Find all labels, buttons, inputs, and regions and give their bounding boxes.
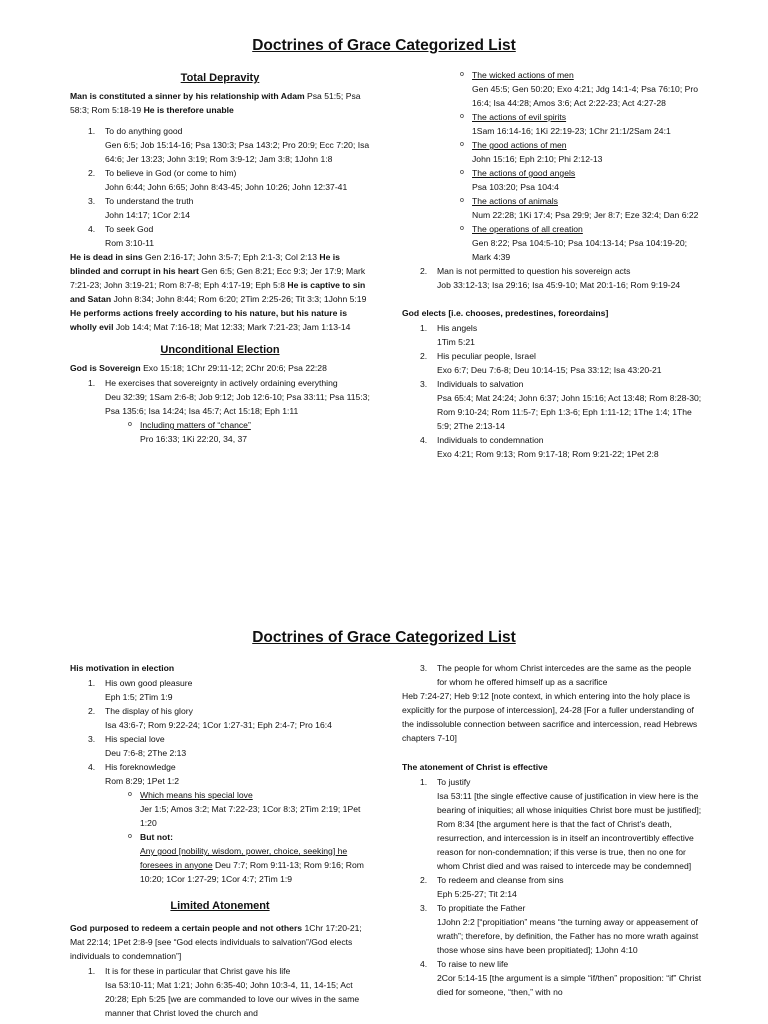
sub-bullet-item [402, 138, 702, 166]
scripture-refs: Deu 7:7; Rom 9:11-13; Rom 9:16; Rom 10:20; 1Cor 1:27-29; 1Cor 4:7; 2Tim 1:9 [140, 860, 364, 884]
bullet-icon: o [460, 169, 464, 176]
list-number: 2. [88, 706, 96, 716]
god-is-sovereign-paragraph [70, 361, 370, 375]
list-item-text: To do anything good [105, 126, 183, 136]
scripture-refs: Psa 65:4; Mat 24:24; John 6:37; John 15:16; Act 13:48; Rom 8:28-30; Rom 9:10-24; Rom 11:5-7; Eph 1:3-6; Eph 1:11-12; 1The 1:4; 1The 5:9; 2The 2:13-14 [437, 393, 702, 431]
bold-text: He is therefore unable [143, 105, 234, 115]
bullet-icon: o [128, 791, 132, 798]
list-number: 1. [88, 678, 96, 688]
spacer [402, 746, 702, 760]
god-elects-list [402, 321, 702, 461]
spacer [402, 292, 702, 306]
section-heading-limited-atonement: Limited Atonement [170, 900, 270, 912]
scripture-refs: Jer 1:5; Amos 3:2; Mat 7:22-23; 1Cor 8:3; 2Tim 2:19; 1Pet 1:20 [140, 804, 361, 828]
list-item [402, 349, 702, 377]
list-number: 3. [88, 734, 96, 744]
list-item-text: Individuals to condemnation [437, 435, 544, 445]
list-item-text: To raise to new life [437, 959, 509, 969]
right-column [402, 68, 702, 461]
list-item [70, 124, 370, 166]
list-item-text: To seek God [105, 224, 154, 234]
list-item-text: His peculiar people, Israel [437, 351, 536, 361]
list-item-text: His angels [437, 323, 478, 333]
scripture-refs: Rom 3:10-11 [105, 238, 155, 248]
list-item [70, 376, 370, 418]
scripture-refs: Exo 15:18; 1Chr 29:11-12; 2Chr 20:6; Psa 22:28 [140, 363, 327, 373]
list-number: 1. [88, 378, 96, 388]
sub-bullet-item [70, 418, 370, 446]
section-heading-total-depravity: Total Depravity [180, 72, 260, 84]
list-number: 4. [420, 435, 428, 445]
scripture-refs: John 14:17; 1Cor 2:14 [105, 210, 191, 220]
list-item-text: His own good pleasure [105, 678, 193, 688]
scripture-refs: Pro 16:33; 1Ki 22:20, 34, 37 [140, 434, 248, 444]
document-page-2 [0, 590, 768, 1024]
scripture-refs: Gen 6:5; Job 15:14-16; Psa 130:3; Psa 143:2; Pro 20:9; Ecc 7:20; Isa 64:6; Jer 13:23; John 3:19; Rom 3:9-12; Jam 3:8; 1John 1:8 [105, 140, 370, 164]
list-item-text: Man is not permitted to question his sovereign acts [437, 266, 631, 276]
scripture-refs: Gen 45:5; Gen 50:20; Exo 4:21; Jdg 14:1-4; Psa 76:10; Pro 16:4; Isa 44:28; Amos 3:6; Act 2:22-23; Act 4:27-28 [472, 84, 698, 108]
bold-text: Man is constituted a sinner by his relationship with Adam [70, 91, 305, 101]
list-number: 3. [420, 663, 428, 673]
bullet-icon: o [460, 225, 464, 232]
scripture-refs: Job 33:12-13; Isa 29:16; Isa 45:9-10; Mat 20:1-16; Rom 9:19-24 [437, 280, 681, 290]
motivation-heading [70, 661, 370, 675]
list-item [70, 732, 370, 760]
atonement-effective-heading [402, 760, 702, 774]
list-number: 2. [420, 266, 428, 276]
scripture-refs: Heb 7:24-27; Heb 9:12 [note context, in which entering into the holy place is explicitly for the purpose of intercession], 24-28 [For a fuller understanding of the indissoluble connection between sacrifice and intercession, read Hebrews chapters 7-10] [402, 691, 698, 743]
scripture-refs: Deu 32:39; 1Sam 2:6-8; Job 9:12; Job 12:6-10; Psa 33:11; Psa 115:3; Psa 135:6; Isa 14:24; Isa 45:7; Act 15:18; Eph 1:11 [105, 392, 370, 416]
sub-bullet-item [402, 166, 702, 194]
list-item-text: Individuals to salvation [437, 379, 524, 389]
scripture-refs: Psa 103:20; Psa 104:4 [472, 182, 559, 192]
sub-bullet-label: The wicked actions of men [472, 70, 574, 80]
scripture-refs: 1Tim 5:21 [437, 337, 475, 347]
list-number: 1. [88, 126, 96, 136]
scripture-refs: Eph 5:25-27; Tit 2:14 [437, 889, 517, 899]
effective-list [402, 775, 702, 999]
sub-bullet-label: The actions of evil spirits [472, 112, 567, 122]
god-elects-heading [402, 306, 702, 320]
purposed-to-redeem-paragraph [70, 921, 370, 963]
list-item-text: The people for whom Christ intercedes are the same as the people for whom he offered himself up as a sacrifice [437, 663, 692, 687]
list-item-text: To justify [437, 777, 471, 787]
list-item [402, 901, 702, 957]
list-item [402, 661, 702, 689]
underlined-text: Any good [nobility, wisdom, power, choice, seeking] he foresees in anyone [140, 846, 348, 870]
bold-text: His motivation in election [70, 663, 175, 673]
sub-bullet-item [70, 788, 370, 830]
list-number: 3. [420, 379, 428, 389]
page-title: Doctrines of Grace Categorized List [252, 37, 516, 54]
motivation-list [70, 676, 370, 788]
list-number: 3. [88, 196, 96, 206]
scripture-refs: Isa 43:6-7; Rom 9:22-24; 1Cor 1:27-31; Eph 2:4-7; Pro 16:4 [105, 720, 332, 730]
sub-bullet-label: But not: [140, 832, 173, 842]
bold-text: He performs actions freely according to his nature, but his nature is wholly evil [70, 308, 347, 332]
section-heading-unconditional-election: Unconditional Election [160, 344, 280, 356]
right-column [402, 661, 702, 999]
sub-bullet-label: The actions of good angels [472, 168, 576, 178]
list-item [402, 873, 702, 901]
scripture-refs: John 15:16; Eph 2:10; Phi 2:12-13 [472, 154, 603, 164]
spacer [70, 335, 370, 340]
sub-bullet-item [402, 222, 702, 264]
list-item [402, 264, 702, 292]
scripture-refs: 1John 2:2 [“propitiation” means “the turning away or appeasement of wrath”; therefore, by definition, the Father has no more wrath against those whose sins have been propitiated]; 1John 4:10 [437, 917, 699, 955]
list-item-text: To believe in God (or come to him) [105, 168, 237, 178]
scripture-refs: Eph 1:5; 2Tim 1:9 [105, 692, 173, 702]
bold-text: The atonement of Christ is effective [402, 762, 548, 772]
list-item-text: His foreknowledge [105, 762, 176, 772]
list-item-text: To propitiate the Father [437, 903, 526, 913]
list-item [402, 377, 702, 433]
list-number: 4. [88, 224, 96, 234]
sub-bullet-item [402, 110, 702, 138]
bold-text: He is blinded and corrupt in his heart [70, 252, 340, 276]
bold-text: God purposed to redeem a certain people and not others [70, 923, 303, 933]
scripture-refs: John 6:44; John 6:65; John 8:43-45; John 10:26; John 12:37-41 [105, 182, 348, 192]
list-item-text: To understand the truth [105, 196, 194, 206]
list-number: 4. [88, 762, 96, 772]
bold-text: He is dead in sins [70, 252, 143, 262]
scripture-refs: 1Sam 16:14-16; 1Ki 22:19-23; 1Chr 21:1/2Sam 24:1 [472, 126, 671, 136]
scripture-refs: Gen 2:16-17; John 3:5-7; Eph 2:1-3; Col 2:13 [142, 252, 320, 262]
list-item [70, 166, 370, 194]
scripture-refs: John 8:34; John 8:44; Rom 6:20; 2Tim 2:25-26; Tit 3:3; 1John 5:19 [111, 294, 367, 304]
bullet-icon: o [460, 197, 464, 204]
scripture-refs: Exo 6:7; Deu 7:6-8; Deu 10:14-15; Psa 33:12; Isa 43:20-21 [437, 365, 662, 375]
list-item [70, 222, 370, 250]
list-item [70, 704, 370, 732]
sub-bullet-item [402, 68, 702, 110]
list-number: 2. [420, 351, 428, 361]
list-number: 3. [420, 903, 428, 913]
scripture-refs: Exo 4:21; Rom 9:13; Rom 9:17-18; Rom 9:21-22; 1Pet 2:8 [437, 449, 659, 459]
list-number: 1. [88, 966, 96, 976]
list-item-text: The display of his glory [105, 706, 193, 716]
bullet-icon: o [460, 113, 464, 120]
scripture-refs: 1Chr 17:20-21; Mat 22:14; 1Pet 2:8-9 [see “God elects individuals to salvation”/God elects individuals to condemnation”] [70, 923, 362, 961]
bullet-icon: o [128, 421, 132, 428]
list-item-text: To redeem and cleanse from sins [437, 875, 564, 885]
scripture-refs: Gen 8:22; Psa 104:5-10; Psa 104:13-14; Psa 104:19-20; Mark 4:39 [472, 238, 687, 262]
scripture-refs: Job 14:4; Mat 7:16-18; Mat 12:33; Mark 7:21-23; Jam 1:13-14 [113, 322, 351, 332]
left-column [70, 68, 370, 446]
bullet-icon: o [128, 833, 132, 840]
sub-bullet-label: Which means his special love [140, 790, 253, 800]
bold-text: God is Sovereign [70, 363, 141, 373]
scripture-refs: Psa 51:5; Psa 58:3; Rom 5:18-19 [70, 91, 361, 115]
list-item [70, 676, 370, 704]
list-item [402, 775, 702, 873]
list-item-text: It is for these in particular that Christ gave his life [105, 966, 291, 976]
list-number: 2. [88, 168, 96, 178]
sub-bullet-item [70, 830, 370, 886]
page-title: Doctrines of Grace Categorized List [252, 629, 516, 646]
bullet-icon: o [460, 71, 464, 78]
bold-text: He is captive to sin and Satan [70, 280, 366, 304]
spacer [70, 886, 370, 896]
list-item [70, 964, 370, 1020]
sub-bullet-label: The operations of all creation [472, 224, 583, 234]
bold-text: God elects [i.e. chooses, predestines, foreordains] [402, 308, 609, 318]
left-column [70, 661, 370, 1020]
list-item [402, 957, 702, 999]
bullet-icon: o [460, 141, 464, 148]
list-item [402, 321, 702, 349]
scripture-refs: 2Cor 5:14-15 [the argument is a simple “if/then” proposition: “if” Christ died for someone, “then,” with no [437, 973, 702, 997]
scripture-refs: Deu 7:6-8; 2The 2:13 [105, 748, 187, 758]
sub-bullet-label: Including matters of “chance” [140, 420, 251, 430]
sub-bullet-label: The good actions of men [472, 140, 567, 150]
dead-in-sins-paragraph [70, 250, 370, 334]
scripture-refs: Isa 53:11 [the single effective cause of justification in view here is the bearing of iniquities; all whose iniquities Christ bore must be justified]; Rom 8:34 [the argument here is that the fact of Christ’s death, resurrection, and intercession is in itself an incontrovertibly effective reason for non-condemnation; if this verse is true, then no one for whom Christ died and was raised to intercede may be condemned] [437, 791, 702, 871]
list-item-text: He exercises that sovereignty in actively ordaining everything [105, 378, 338, 388]
scripture-refs: Gen 6:5; Gen 8:21; Ecc 9:3; Jer 17:9; Mark 7:21-23; John 3:19-21; Rom 8:7-8; Eph 4:17-19; Eph 5:8 [70, 266, 366, 290]
list-number: 4. [420, 959, 428, 969]
scripture-refs: Rom 8:29; 1Pet 1:2 [105, 776, 180, 786]
list-number: 2. [420, 875, 428, 885]
sovereignty-bullet-list [402, 68, 702, 264]
list-number: 1. [420, 323, 428, 333]
sub-bullet-label: The actions of animals [472, 196, 558, 206]
scripture-refs: Isa 53:10-11; Mat 1:21; John 6:35-40; John 10:3-4, 11, 14-15; Act 20:28; Eph 5:25 [we are commanded to love our wives in the same manner that Christ loved the church and [105, 980, 360, 1018]
scripture-refs: Num 22:28; 1Ki 17:4; Psa 29:9; Jer 8:7; Eze 32:4; Dan 6:22 [472, 210, 699, 220]
list-number: 1. [420, 777, 428, 787]
list-item [70, 760, 370, 788]
list-item-text: His special love [105, 734, 165, 744]
list-item [70, 194, 370, 222]
constituted-sinner-paragraph [70, 89, 370, 117]
sub-bullet-item [402, 194, 702, 222]
list-item [402, 433, 702, 461]
